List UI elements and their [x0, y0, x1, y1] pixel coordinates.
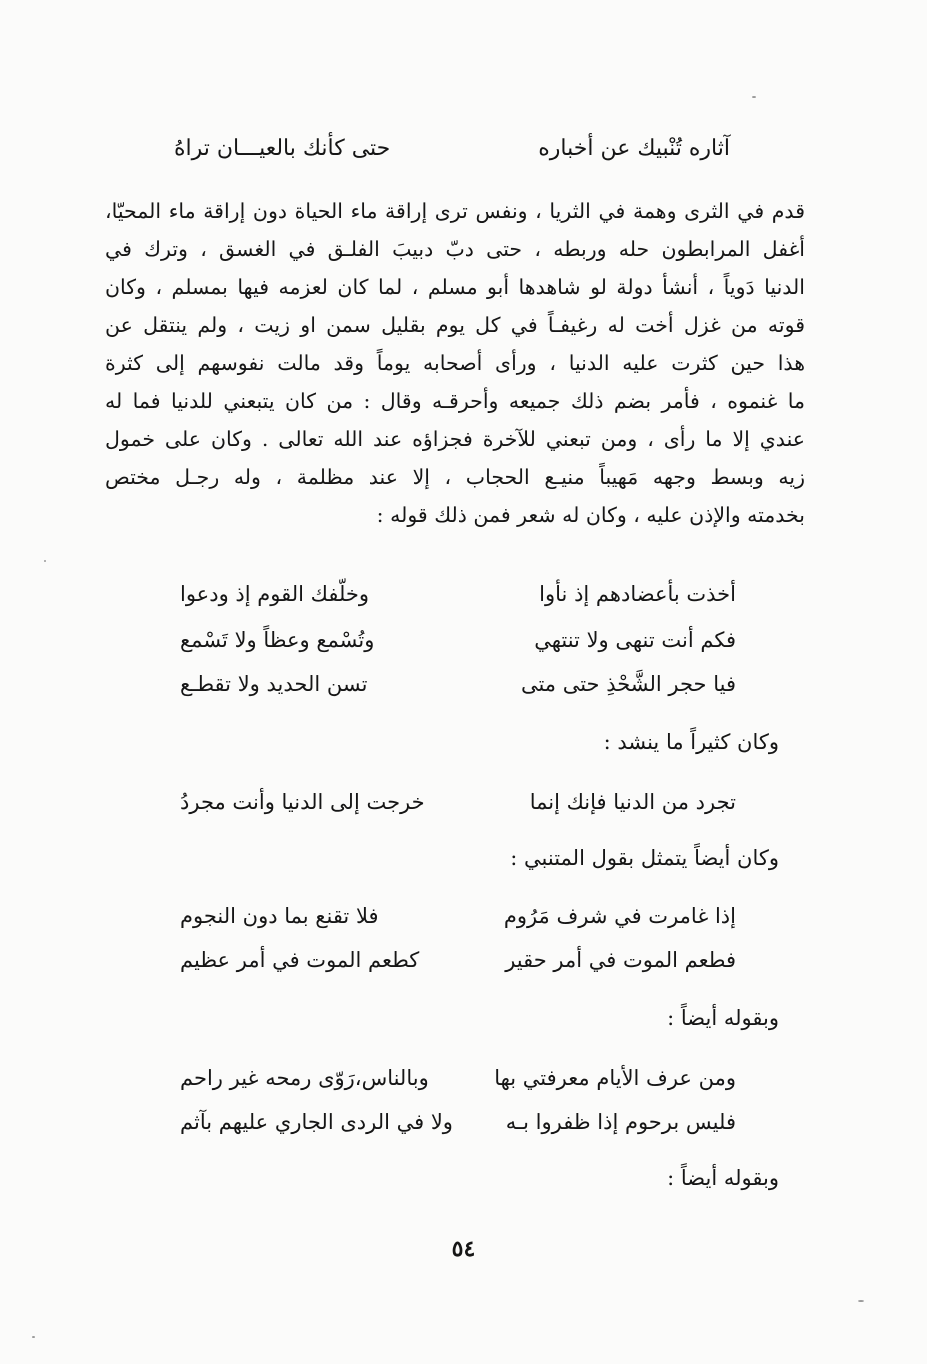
verse-second-hemistich: وتُسْمع وعظاً ولا تَسْمع — [180, 628, 375, 652]
prose-line: ما غنموه ، فأمر بضم ذلك جميعه وأحرقـه وقال : من كان يتبعني للدنيا فما له — [105, 389, 805, 413]
page-number: ٥٤ — [451, 1236, 476, 1262]
scan-speck — [44, 560, 46, 562]
poem-intro: وكان كثيراً ما ينشد : — [603, 730, 779, 754]
prose-line: هذا حين كثرت عليه الدنيا ، ورأى أصحابه يوماً وقد مالت نفوسهم إلى كثرة — [105, 351, 805, 375]
verse-second-hemistich: تسن الحديد ولا تقطـع — [180, 672, 368, 696]
poem-intro: وبقوله أيضاً : — [667, 1166, 779, 1190]
poem-verse — [180, 940, 736, 980]
verse-first-hemistich: فيا حجر الشَّحْذِ حتى متى — [520, 672, 736, 696]
prose-line: قوته من غزل أخت له رغيفـاً في كل يوم بقليل سمن او زيت ، ولم ينتقل عن — [105, 313, 805, 337]
poem-verse — [180, 1102, 736, 1142]
verse-second-hemistich: فلا تقنع بما دون النجوم — [180, 904, 379, 928]
verse-first-hemistich: ومن عرف الأيام معرفتي بها — [494, 1066, 736, 1090]
verse-first-hemistich: فكم أنت تنهى ولا تنتهي — [534, 628, 736, 652]
verse-first-hemistich: فطعم الموت في أمر حقير — [505, 948, 736, 972]
poem-verse — [180, 620, 736, 660]
scan-speck — [858, 1300, 864, 1302]
prose-line: عندي إلا ما رأى ، ومن تبعني للآخرة فجزاؤه عند الله تعالى . وكان على خمول — [105, 427, 805, 451]
verse-second-hemistich: ولا في الردى الجاري عليهم بآثم — [180, 1110, 453, 1134]
poem-verse — [180, 1058, 736, 1098]
poem-verse — [180, 782, 736, 822]
scan-speck — [32, 1336, 35, 1338]
verse-first-hemistich: إذا غامرت في شرف مَرُوم — [503, 904, 736, 928]
prose-line: أغفل المرابطون حله وربطه ، حتى دبّ دبيبَ الفلـق في الغسق ، وترك في — [105, 237, 805, 261]
verse-first-hemistich: فليس برحوم إذا ظفروا بـه — [505, 1110, 736, 1134]
poem-intro: وبقوله أيضاً : — [667, 1006, 779, 1030]
opening-verse — [174, 128, 730, 170]
poem-verse — [180, 574, 736, 614]
poem-verse — [180, 896, 736, 936]
poem-intro: وكان أيضاً يتمثل بقول المتنبي : — [510, 846, 779, 870]
verse-second-hemistich: كطعم الموت في أمر عظيم — [180, 948, 420, 972]
poem-verse — [180, 664, 736, 704]
verse-first-hemistich: آثاره تُنْبيك عن أخباره — [538, 136, 730, 161]
prose-line: زيه وبسط وجهه مَهيباً منيـع الحجاب ، إلا عند مظلمة ، وله رجـل مختص — [105, 465, 805, 489]
verse-second-hemistich: وبالناس،رَوّى رمحه غير راحم — [180, 1066, 429, 1090]
prose-line: الدنيا دَوياً ، أنشأ دولة لو شاهدها أبو مسلم ، لما كان لعزمه فيها بمسلم ، وكان — [105, 275, 805, 299]
verse-first-hemistich: تجرد من الدنيا فإنك إنما — [529, 790, 736, 814]
prose-line: قدم في الثرى وهمة في الثريا ، ونفس ترى إراقة ماء الحياة دون إراقة ماء المحيّا، — [105, 199, 805, 223]
prose-line: بخدمته والإذن عليه ، وكان له شعر فمن ذلك قوله : — [376, 503, 805, 527]
verse-second-hemistich: خرجت إلى الدنيا وأنت مجردُ — [180, 790, 425, 814]
verse-first-hemistich: أخذت بأعضادهم إذ نأوا — [539, 582, 736, 606]
verse-second-hemistich: حتى كأنك بالعيـــان تراهُ — [174, 136, 391, 161]
scan-speck — [752, 96, 756, 98]
verse-second-hemistich: وخلّفك القوم إذ ودعوا — [180, 582, 370, 606]
prose-paragraph — [105, 192, 805, 534]
